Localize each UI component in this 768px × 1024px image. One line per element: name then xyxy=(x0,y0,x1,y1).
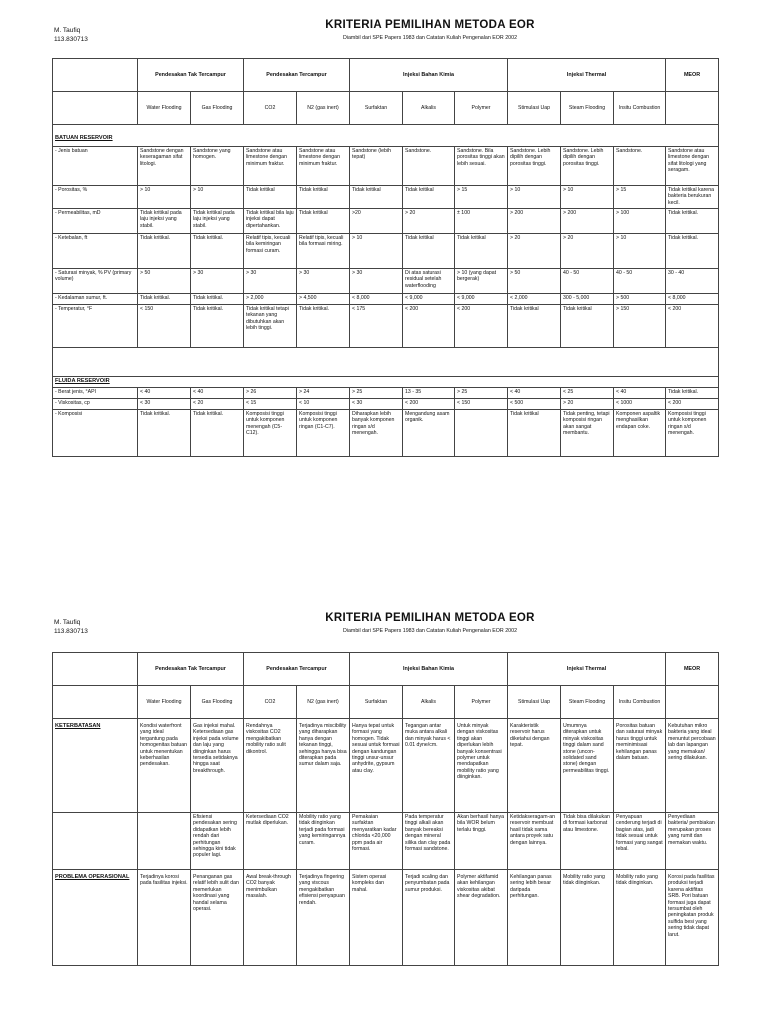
row-label: - Porositas, % xyxy=(53,186,138,209)
author-block xyxy=(54,26,88,44)
table-cell: Tidak kritikal. xyxy=(138,234,191,269)
table-cell: Umumnya diterapkan untuk minyak viskositas tinggi dalam sand stone (uncon-solidated sand stone) dengan permeabilitas tinggi. xyxy=(561,719,614,813)
table-cell: Tidak kritikal xyxy=(403,186,455,209)
table-cell: 13 - 35 xyxy=(403,388,455,399)
table-cell: Sistem operasi kompleks dan mahal. xyxy=(350,870,403,966)
table-cell: < 1000 xyxy=(614,399,666,410)
row-label: - Kedalaman sumur, ft. xyxy=(53,294,138,305)
table-cell: Komposisi tinggi untuk komponen ringan s/d menengah. xyxy=(666,410,719,457)
table-cell: Tidak kritikal pada laju injeksi yang stabil. xyxy=(138,209,191,234)
method-header: Steam Flooding xyxy=(561,92,614,125)
table-cell: < 10 xyxy=(297,399,350,410)
eor-criteria-table-2 xyxy=(52,652,719,966)
corner-cell xyxy=(53,653,138,686)
table-cell: < 150 xyxy=(138,305,191,348)
table-cell: < 40 xyxy=(138,388,191,399)
table-cell: Sandstone atau limestone dengan minimum fraktur. xyxy=(297,147,350,186)
table-cell: < 8,000 xyxy=(666,294,719,305)
method-header: Water Flooding xyxy=(138,686,191,719)
table-cell: Terjadi scaling dan penyumbatan pada sumur produksi. xyxy=(403,870,455,966)
table-cell: > 30 xyxy=(244,269,297,294)
table-cell: Komponen aspaltik menghasilkan endapan coke. xyxy=(614,410,666,457)
method-header-row xyxy=(53,686,719,719)
rock-rows xyxy=(53,147,719,348)
table-cell: Relatif tipis, kecuali bila kemiringan formasi curam. xyxy=(244,234,297,269)
table-cell: > 500 xyxy=(614,294,666,305)
table-cell: 40 - 50 xyxy=(561,269,614,294)
method-header: Water Flooding xyxy=(138,92,191,125)
table-cell: > 50 xyxy=(138,269,191,294)
fluid-rows xyxy=(53,388,719,457)
table-cell: Terjadinya korosi pada fasilitas injeksi. xyxy=(138,870,191,966)
table-row xyxy=(53,870,719,966)
table-cell: Sandstone yang homogen. xyxy=(191,147,244,186)
table-cell: Tidak kritikal. xyxy=(191,410,244,457)
method-header: Gas Flooding xyxy=(191,92,244,125)
group-header: Pendesakan Tercampur xyxy=(244,653,350,686)
section-title-limitations: KETERBATASAN xyxy=(55,723,101,729)
table-row xyxy=(53,294,719,305)
method-header xyxy=(666,686,719,719)
method-header: Alkalis xyxy=(403,92,455,125)
table-cell: Tidak kritikal pada laju injeksi yang stabil. xyxy=(191,209,244,234)
method-header: Stimulasi Uap xyxy=(508,686,561,719)
table-row xyxy=(53,147,719,186)
method-header: Stimulasi Uap xyxy=(508,92,561,125)
table-cell: < 500 xyxy=(508,399,561,410)
table-cell: Mobility ratio yang tidak diinginkan terjadi pada formasi yang kemiringannya curam. xyxy=(297,813,350,870)
row-label: - Saturasi minyak, % PV (primary volume) xyxy=(53,269,138,294)
table-cell: > 200 xyxy=(561,209,614,234)
table-cell: Ketidakseragam-an reservoir membuat hasil tidak sama antara proyek satu dengan lainnya. xyxy=(508,813,561,870)
table-cell: Komposisi tinggi untuk komponen menengah (C5-C12). xyxy=(244,410,297,457)
method-header: Surfaktan xyxy=(350,686,403,719)
table-cell: < 40 xyxy=(191,388,244,399)
table-cell: Hanya tepat untuk formasi yang homogen. Tidak sesuai untuk formasi dengan kandungan tinggi unsur-unsur anhydrite, gypsum atau clay. xyxy=(350,719,403,813)
table-cell: < 175 xyxy=(350,305,403,348)
table-cell: Tidak kritikal xyxy=(297,209,350,234)
method-header: Surfaktan xyxy=(350,92,403,125)
table-cell: Diharapkan lebih banyak komponen ringan s/d menengah. xyxy=(350,410,403,457)
table-cell: Tidak kritikal. xyxy=(138,410,191,457)
page-subtitle: Diambil dari SPE Papers 1983 dan Catatan Kuliah Pengenalan EOR 2002 xyxy=(342,628,518,634)
method-header: CO2 xyxy=(244,686,297,719)
problem-rows xyxy=(53,870,719,966)
table-cell: Sandstone. Lebih dipilih dengan porositas tinggi. xyxy=(561,147,614,186)
table-cell: > 10 xyxy=(561,186,614,209)
table-cell: Tidak penting, tetapi komposisi ringan akan sangat membantu. xyxy=(561,410,614,457)
table-cell: Sandstone (lebih tepat) xyxy=(350,147,403,186)
table-cell: Tidak kritikal xyxy=(508,305,561,348)
author-block xyxy=(54,618,88,636)
table-cell: < 200 xyxy=(666,399,719,410)
table-row xyxy=(53,269,719,294)
group-header: Injeksi Bahan Kimia xyxy=(350,653,508,686)
table-cell: Tidak bisa dilakukan di formasi karbonat atau limestone. xyxy=(561,813,614,870)
table-cell: < 40 xyxy=(614,388,666,399)
table-cell: Sandstone. Bila porositas tinggi akan lebih sesuai. xyxy=(455,147,508,186)
section-heading xyxy=(53,377,719,388)
table-cell: > 10 xyxy=(508,186,561,209)
table-row xyxy=(53,209,719,234)
group-header: Injeksi Thermal xyxy=(508,653,666,686)
table-cell: Tidak kritikal xyxy=(508,410,561,457)
table-cell: < 40 xyxy=(508,388,561,399)
table-cell: Penyediaan bakteria/ pembiakan merupakan proses yang rumit dan memakan waktu. xyxy=(666,813,719,870)
table-cell: > 4,500 xyxy=(297,294,350,305)
table-cell: Kondisi waterfront yang ideal tergantung pada homogenitas batuan untuk menentukan keberhasilan pendesakan. xyxy=(138,719,191,813)
author-name: M. Taufiq xyxy=(54,27,81,34)
table-cell: < 30 xyxy=(350,399,403,410)
table-row xyxy=(53,813,719,870)
group-header: Pendesakan Tak Tercampur xyxy=(138,653,244,686)
table-row xyxy=(53,410,719,457)
table-cell: Komposisi tinggi untuk komponen ringan (C1-C7). xyxy=(297,410,350,457)
table-cell: Tidak kritikal. xyxy=(666,209,719,234)
table-cell: Polymer aktifamid akan kehilangan viskositas akibat shear degradation. xyxy=(455,870,508,966)
section-title-rock: BATUAN RESERVOIR xyxy=(55,135,113,141)
table-cell: Rendahnya viskositas CO2 mengakibatkan mobility ratio sulit dikontrol. xyxy=(244,719,297,813)
table-cell: Karakteristik reservoir harus diketahui dengan tepat. xyxy=(508,719,561,813)
table-cell: < 25 xyxy=(561,388,614,399)
table-cell: Pada temperatur tinggi alkali akan banyak bereaksi dengan mineral silika dan clay pada formasi sandstone. xyxy=(403,813,455,870)
section-title-fluid: FLUIDA RESERVOIR xyxy=(55,378,110,384)
table-cell: Porositas batuan dan saturasi minyak harus tinggi untuk meminimisasi kehilangan panas dalam batuan. xyxy=(614,719,666,813)
group-header: Pendesakan Tercampur xyxy=(244,59,350,92)
table-cell: < 30 xyxy=(138,399,191,410)
group-header: Injeksi Thermal xyxy=(508,59,666,92)
table-cell: Awal break-through CO2 banyak menimbulkan masalah. xyxy=(244,870,297,966)
row-label xyxy=(53,719,138,813)
table-cell: Sandstone. Lebih dipilih dengan porositas tinggi. xyxy=(508,147,561,186)
author-id: 113.830713 xyxy=(54,628,88,635)
table-cell: Tidak kritikal. xyxy=(666,234,719,269)
table-cell: > 10 (yang dapat bergerak) xyxy=(455,269,508,294)
spacer-row xyxy=(53,348,719,377)
row-label xyxy=(53,813,138,870)
method-header: Steam Flooding xyxy=(561,686,614,719)
table-cell: < 200 xyxy=(403,399,455,410)
table-cell: Mobility ratio yang tidak diinginkan. xyxy=(614,870,666,966)
table-cell: > 20 xyxy=(561,234,614,269)
table-cell: Tidak kritikal xyxy=(244,186,297,209)
method-header: N2 (gas inert) xyxy=(297,92,350,125)
table-cell: > 10 xyxy=(138,186,191,209)
table-cell: Tidak kritikal. xyxy=(191,234,244,269)
table-cell: > 10 xyxy=(350,234,403,269)
table-cell: > 50 xyxy=(508,269,561,294)
table-cell: < 200 xyxy=(455,305,508,348)
table-cell: Mengandung asam organik. xyxy=(403,410,455,457)
corner-cell xyxy=(53,92,138,125)
table-cell: Korosi pada fasilitas produksi terjadi karena aktifitas SRB. Pori batuan formasi juga dapat tersumbat oleh peningkatan produk sulfida besi yang sering tidak dapat larut. xyxy=(666,870,719,966)
group-header-row xyxy=(53,59,719,92)
table-cell: Akan berhasil hanya bila WOR belum terlalu tinggi. xyxy=(455,813,508,870)
table-row xyxy=(53,399,719,410)
table-cell: > 25 xyxy=(455,388,508,399)
table-cell: Mobility ratio yang tidak diinginkan. xyxy=(561,870,614,966)
table-cell: Pemakaian surfaktan menyaratkan kadar chlorida <20,000 ppm pada air formasi. xyxy=(350,813,403,870)
section-title-problems: PROBLEMA OPERASIONAL xyxy=(55,874,130,880)
table-cell: > 24 xyxy=(297,388,350,399)
method-header: N2 (gas inert) xyxy=(297,686,350,719)
table-cell: Tidak kritikal. xyxy=(666,388,719,399)
table-cell: Kehilangan panas sering lebih besar daripada perhitungan. xyxy=(508,870,561,966)
method-header: Insitu Combustion xyxy=(614,686,666,719)
table-cell: < 200 xyxy=(403,305,455,348)
table-cell: > 30 xyxy=(297,269,350,294)
section-row xyxy=(53,125,719,147)
row-label: - Viskositas, cp xyxy=(53,399,138,410)
table-cell: > 100 xyxy=(614,209,666,234)
row-label: - Temperatur, °F xyxy=(53,305,138,348)
table-cell: Tidak kritikal xyxy=(455,234,508,269)
table-cell: ± 100 xyxy=(455,209,508,234)
table-cell: > 15 xyxy=(614,186,666,209)
table-cell: > 10 xyxy=(614,234,666,269)
method-header: Insitu Combustion xyxy=(614,92,666,125)
table-cell: 40 - 50 xyxy=(614,269,666,294)
table-cell xyxy=(455,410,508,457)
table-cell: Terjadinya miscibility yang diharapkan hanya dengan tekanan tinggi, sehingga hanya bisa diterapkan pada sumur dalam saja. xyxy=(297,719,350,813)
table-row xyxy=(53,305,719,348)
table-cell: < 200 xyxy=(666,305,719,348)
group-header: MEOR xyxy=(666,653,719,686)
table-cell: Di atas saturasi residual setelah waterflooding xyxy=(403,269,455,294)
table-cell: > 2,000 xyxy=(244,294,297,305)
author-id: 113.830713 xyxy=(54,36,88,43)
table-cell: Tidak kritikal. xyxy=(138,294,191,305)
page-title: KRITERIA PEMILIHAN METODA EOR xyxy=(325,19,535,31)
table-cell: >20 xyxy=(350,209,403,234)
page-subtitle: Diambil dari SPE Papers 1983 dan Catatan Kuliah Pengenalan EOR 2002 xyxy=(342,35,518,41)
table-cell: Tidak kritikal bila laju injeksi dapat dipertahankan. xyxy=(244,209,297,234)
table-cell: > 20 xyxy=(561,399,614,410)
table-cell: > 15 xyxy=(455,186,508,209)
table-cell: Tidak kritikal xyxy=(561,305,614,348)
section-heading xyxy=(53,125,719,147)
method-header: Gas Flooding xyxy=(191,686,244,719)
row-label: - Permeabilitas, mD xyxy=(53,209,138,234)
limit-rows xyxy=(53,719,719,870)
group-header: MEOR xyxy=(666,59,719,92)
method-header: Polymer xyxy=(455,686,508,719)
table-cell: Penanganan gas relatif lebih sulit dan memerlukan koordinasi yang handal selama operasi. xyxy=(191,870,244,966)
row-label: - Berat jenis, °API xyxy=(53,388,138,399)
table-cell: Tidak kritikal xyxy=(297,186,350,209)
table-cell: Terjadinya fingering yang viscous mengakibatkan efisiensi penyapuan rendah. xyxy=(297,870,350,966)
section-row xyxy=(53,377,719,388)
method-header: CO2 xyxy=(244,92,297,125)
group-header: Injeksi Bahan Kimia xyxy=(350,59,508,92)
method-header: Polymer xyxy=(455,92,508,125)
table-cell: Relatif tipis, kecuali bila formasi miring. xyxy=(297,234,350,269)
spacer-cell xyxy=(53,348,719,377)
table-cell: > 10 xyxy=(191,186,244,209)
table-row xyxy=(53,186,719,209)
corner-cell xyxy=(53,59,138,92)
table-cell: > 200 xyxy=(508,209,561,234)
page-title: KRITERIA PEMILIHAN METODA EOR xyxy=(325,612,535,624)
table-cell: > 26 xyxy=(244,388,297,399)
table-cell: Tidak kritikal. xyxy=(191,294,244,305)
table-cell: < 9,000 xyxy=(403,294,455,305)
table-cell: Tidak kritikal karena bakteria berukuran kecil. xyxy=(666,186,719,209)
method-header-row xyxy=(53,92,719,125)
table-cell: Untuk minyak dengan viskositas tinggi akan diperlukan lebih banyak konsentrasi polymer untuk mendapatkan mobility ratio yang diinginkan. xyxy=(455,719,508,813)
row-label: - Ketebalan, ft xyxy=(53,234,138,269)
table-cell: Ketersediaan CO2 mutlak diperlukan. xyxy=(244,813,297,870)
table-cell: Tidak kritikal. xyxy=(191,305,244,348)
table-cell: Tidak kritikal xyxy=(350,186,403,209)
method-header xyxy=(666,92,719,125)
eor-criteria-table-1 xyxy=(52,58,719,457)
corner-cell xyxy=(53,686,138,719)
table-cell: 300 - 5,000 xyxy=(561,294,614,305)
table-cell: > 30 xyxy=(350,269,403,294)
document-page-2 xyxy=(0,596,768,1024)
table-cell: < 9,000 xyxy=(455,294,508,305)
row-label xyxy=(53,870,138,966)
table-row xyxy=(53,719,719,813)
table-cell: Sandstone. xyxy=(614,147,666,186)
table-cell: Tidak kritikal. xyxy=(297,305,350,348)
table-cell: > 150 xyxy=(614,305,666,348)
table-cell: < 15 xyxy=(244,399,297,410)
table-cell: > 30 xyxy=(191,269,244,294)
table-cell: < 20 xyxy=(191,399,244,410)
table-cell: Tegangan antar muka antara alkali dan minyak harus < 0.01 dyne/cm. xyxy=(403,719,455,813)
table-cell: Efisiensi pendesakan sering didapatkan lebih rendah dari perhitungan sehingga kini tidak populer lagi. xyxy=(191,813,244,870)
table-cell: Tidak kritikal tetapi tekanan yang dibutuhkan akan lebih tinggi. xyxy=(244,305,297,348)
table-cell: Gas injeksi mahal. Ketersediaan gas injeksi pada volume dan laju yang diinginkan harus tersedia setidaknya hingga saat breakthrough. xyxy=(191,719,244,813)
group-header-row xyxy=(53,653,719,686)
table-cell: Sandstone atau limestone dengan minimum fraktur. xyxy=(244,147,297,186)
table-row xyxy=(53,234,719,269)
table-cell: < 8,000 xyxy=(350,294,403,305)
table-cell: < 2,000 xyxy=(508,294,561,305)
group-header: Pendesakan Tak Tercampur xyxy=(138,59,244,92)
table-cell: Penyapuan cenderung terjadi di bagian atas, jadi tidak sesuai untuk formasi yang sangat tebal. xyxy=(614,813,666,870)
table-cell: Sandstone atau limestone dengan sifat litologi yang seragam. xyxy=(666,147,719,186)
table-cell: Tidak kritikal xyxy=(403,234,455,269)
table-cell: Sandstone. xyxy=(403,147,455,186)
table-cell: Sandstone dengan keseragaman sifat litologi. xyxy=(138,147,191,186)
table-cell xyxy=(138,813,191,870)
table-row xyxy=(53,388,719,399)
table-cell: > 25 xyxy=(350,388,403,399)
table-cell: Kebutuhan mikro bakteria yang ideal menuntut percobaan lab dan lapangan yang memakan/ sering dilakukan. xyxy=(666,719,719,813)
row-label: - Jenis batuan xyxy=(53,147,138,186)
author-name: M. Taufiq xyxy=(54,619,81,626)
table-cell: < 150 xyxy=(455,399,508,410)
table-cell: > 20 xyxy=(508,234,561,269)
table-cell: 30 - 40 xyxy=(666,269,719,294)
row-label: - Komposisi xyxy=(53,410,138,457)
table-cell: > 20 xyxy=(403,209,455,234)
method-header: Alkalis xyxy=(403,686,455,719)
